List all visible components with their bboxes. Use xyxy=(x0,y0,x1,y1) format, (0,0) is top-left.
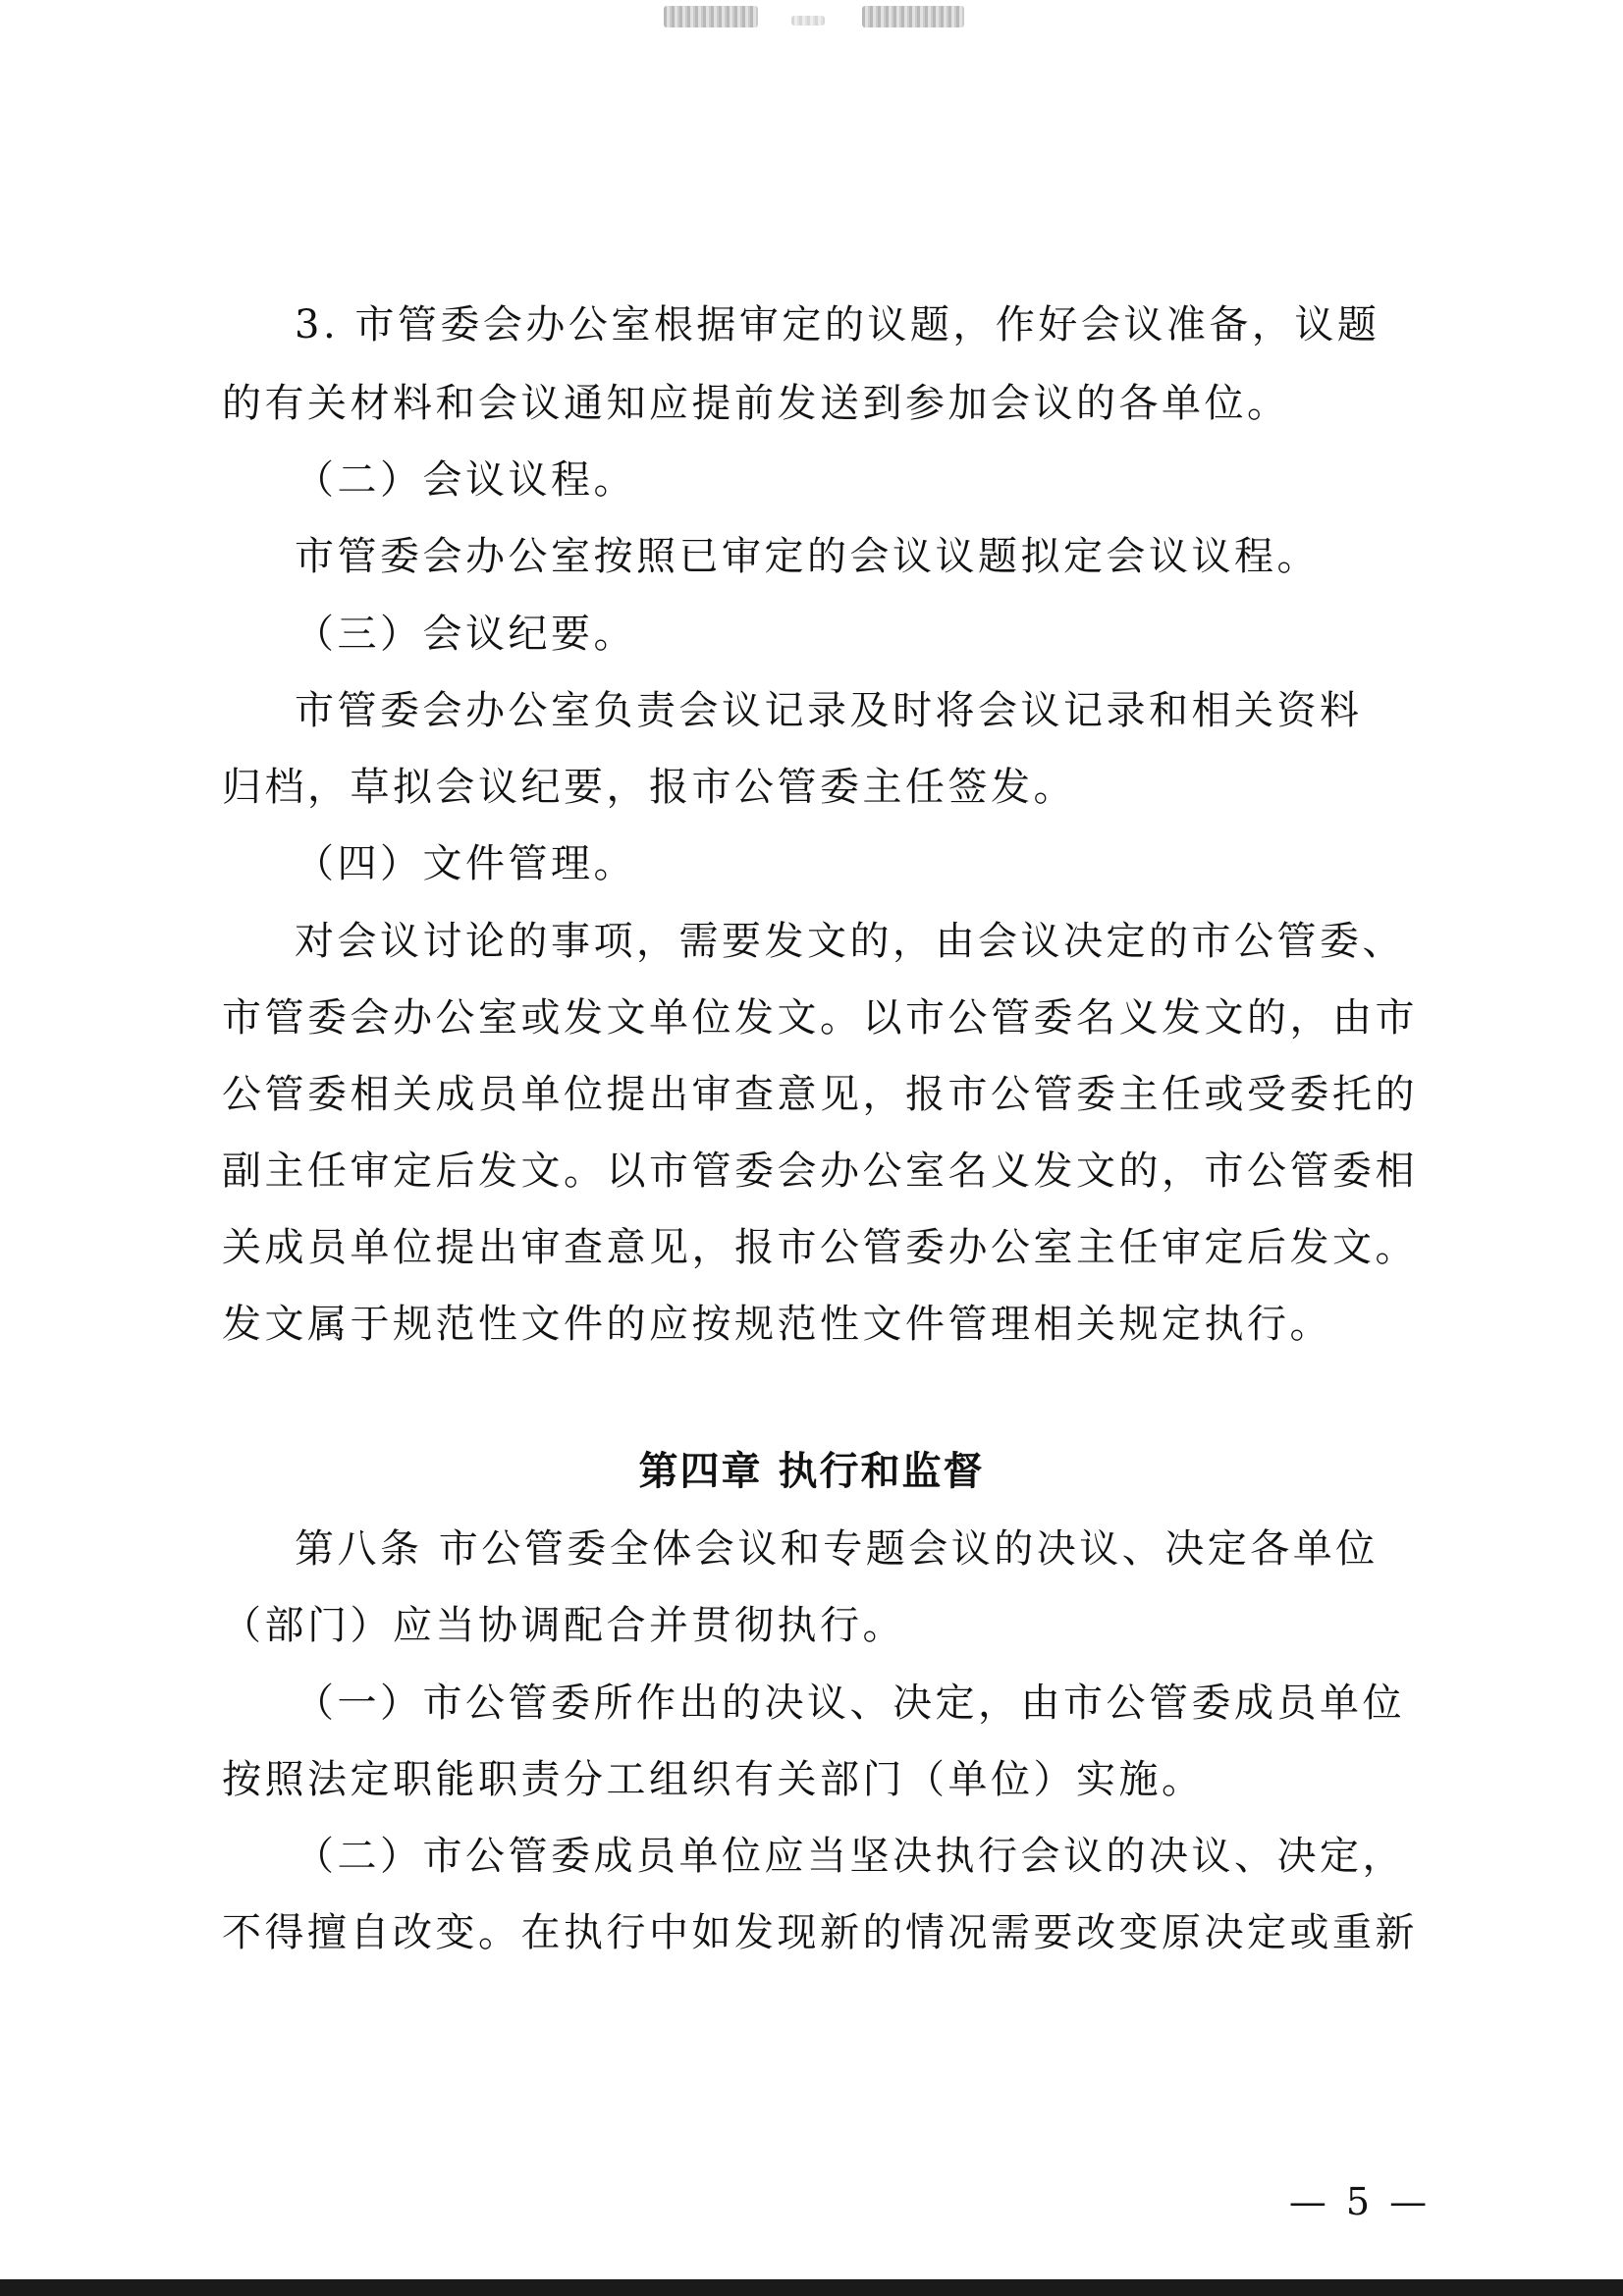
paragraph-line: 的有关材料和会议通知应提前发送到参加会议的各单位。 xyxy=(222,381,1290,426)
paragraph-line: 发文属于规范性文件的应按规范性文件管理相关规定执行。 xyxy=(222,1302,1332,1347)
section-heading: （二）会议议程。 xyxy=(295,457,636,503)
paragraph-line: （一）市公管委所作出的决议、决定，由市公管委成员单位 xyxy=(295,1681,1405,1726)
paragraph-line: 不得擅自改变。在执行中如发现新的情况需要改变原决定或重新 xyxy=(222,1910,1418,1955)
paragraph-line: （部门）应当协调配合并贯彻执行。 xyxy=(222,1603,905,1648)
chapter-heading: 第四章 执行和监督 xyxy=(638,1449,985,1494)
paragraph-line: 市管委会办公室或发文单位发文。以市公管委名义发文的，由市 xyxy=(222,995,1418,1041)
paragraph-line: 关成员单位提出审查意见，报市公管委办公室主任审定后发文。 xyxy=(222,1225,1418,1270)
scan-artifact xyxy=(862,6,964,27)
paragraph-line: 归档，草拟会议纪要，报市公管委主任签发。 xyxy=(222,765,1076,810)
paragraph-line: 市管委会办公室负责会议记录及时将会议记录和相关资料 xyxy=(295,688,1363,733)
section-heading: （四）文件管理。 xyxy=(295,841,636,886)
paragraph-line: 副主任审定后发文。以市管委会办公室名义发文的，市公管委相 xyxy=(222,1148,1418,1194)
paragraph-line: 3. 市管委会办公室根据审定的议题，作好会议准备，议题 xyxy=(295,302,1380,347)
scan-artifact xyxy=(664,6,758,27)
paragraph-line: 市管委会办公室按照已审定的会议议题拟定会议议程。 xyxy=(295,534,1320,579)
paragraph-line: （二）市公管委成员单位应当坚决执行会议的决议、决定， xyxy=(295,1834,1405,1879)
paragraph-line: 按照法定职能职责分工组织有关部门（单位）实施。 xyxy=(222,1757,1205,1802)
section-heading: （三）会议纪要。 xyxy=(295,612,636,657)
page-number: — 5 — xyxy=(1288,2180,1432,2223)
paragraph-line: 对会议讨论的事项，需要发文的，由会议决定的市公管委、 xyxy=(295,919,1405,964)
scan-edge xyxy=(0,2279,1623,2296)
article-line: 第八条 市公管委全体会议和专题会议的决议、决定各单位 xyxy=(295,1526,1379,1572)
scan-artifact xyxy=(791,16,825,26)
paragraph-line: 公管委相关成员单位提出审查意见，报市公管委主任或受委托的 xyxy=(222,1072,1418,1117)
